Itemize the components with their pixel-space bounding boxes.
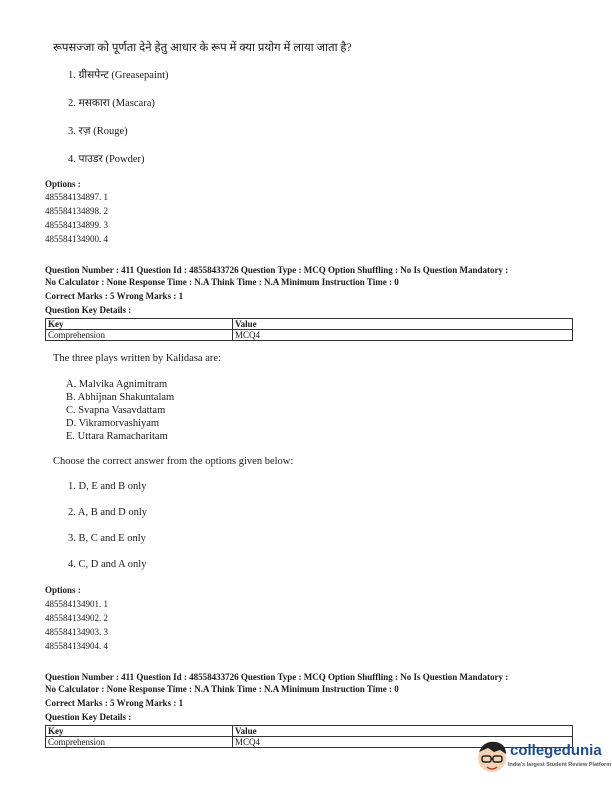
meta1-table-key: Comprehension [46,330,233,341]
q2-choice-1: 1. D, E and B only [68,481,147,492]
meta2-line1: Question Number : 411 Question Id : 48558433726 Question Type : MCQ Option Shuffling : No Is Question Mandatory : [45,672,509,682]
q2-option-id-1: 485584134901. 1 [45,599,108,609]
q1-choice-1: 1. ग्रीसपेन्ट (Greasepaint) [68,70,169,81]
q1-options-label: Options : [45,179,81,189]
meta2-table-value: MCQ4 [233,737,573,748]
q1-option-id-2: 485584134898. 2 [45,206,108,216]
meta1-table-h-value: Value [233,319,573,330]
question-2-text: The three plays written by Kalidasa are: [53,353,221,364]
meta2-table-h-key: Key [46,726,233,737]
q2-item-b: B. Abhijnan Shakuntalam [66,392,175,403]
meta2-table-key: Comprehension [46,737,233,748]
q2-choice-2: 2. A, B and D only [68,507,148,518]
meta1-line1: Question Number : 411 Question Id : 48558433726 Question Type : MCQ Option Shuffling : No Is Question Mandatory : [45,265,509,275]
meta1-marks: Correct Marks : 5 Wrong Marks : 1 [45,291,184,301]
q2-option-id-4: 485584134904. 4 [45,641,108,651]
meta2-marks: Correct Marks : 5 Wrong Marks : 1 [45,698,184,708]
q2-item-e: E. Uttara Ramacharitam [66,431,168,442]
logo-wordmark: collegedunia [510,742,602,759]
q2-item-d: D. Vikramorvashiyam [66,418,160,429]
q2-choice-3: 3. B, C and E only [68,533,146,544]
meta1-table-value: MCQ4 [233,330,573,341]
q1-option-id-4: 485584134900. 4 [45,234,108,244]
q2-item-c: C. Svapna Vasavdattam [66,405,166,416]
meta2-line2: No Calculator : None Response Time : N.A Think Time : N.A Minimum Instruction Time : 0 [45,684,399,694]
meta2-key-details: Question Key Details : [45,712,132,722]
q2-options-label: Options : [45,585,81,595]
q1-choice-2: 2. मसकारा (Mascara) [68,98,155,109]
meta1-line2: No Calculator : None Response Time : N.A Think Time : N.A Minimum Instruction Time : 0 [45,277,399,287]
q2-option-id-2: 485584134902. 2 [45,613,108,623]
meta2-table-h-value: Value [233,726,573,737]
q1-choice-3: 3. रज़ (Rouge) [68,126,128,137]
question-1-text: रूपसज्जा को पूर्णता देने हेतु आधार के रूप में क्या प्रयोग में लाया जाता है? [53,42,352,54]
meta1-key-details: Question Key Details : [45,305,132,315]
q2-instruction: Choose the correct answer from the options given below: [53,456,294,467]
q1-option-id-3: 485584134899. 3 [45,220,108,230]
meta1-key-table [45,318,573,341]
q1-choice-4: 4. पाउडर (Powder) [68,154,145,165]
meta1-table-h-key: Key [46,319,233,330]
q2-choice-4: 4. C, D and A only [68,559,147,570]
q2-item-a: A. Malvika Agnimitram [66,379,168,390]
q2-option-id-3: 485584134903. 3 [45,627,108,637]
q1-option-id-1: 485584134897. 1 [45,192,108,202]
logo-tagline: India's largest Student Review Platform [508,762,612,768]
